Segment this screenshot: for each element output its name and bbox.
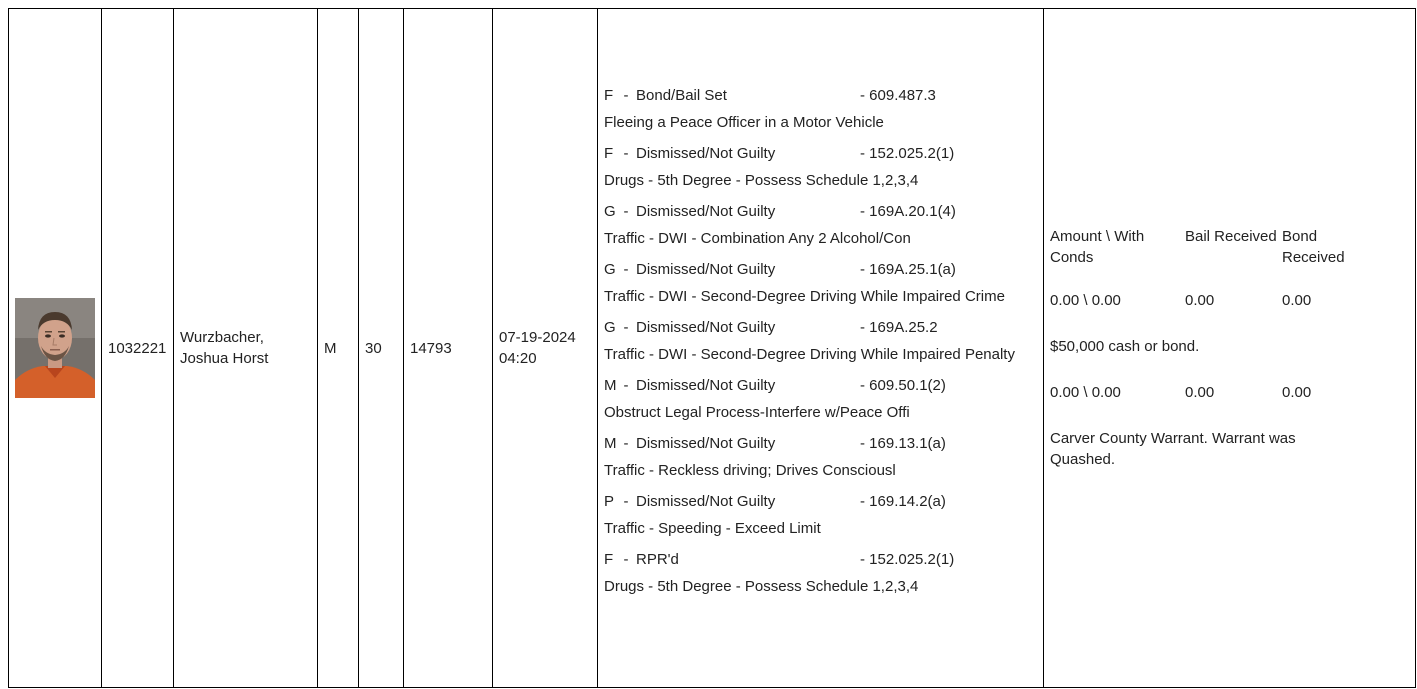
charge-statute-separator: -	[860, 203, 865, 220]
charge-statute-separator: -	[860, 261, 865, 278]
bail-entry-amount: 0.00 \ 0.00	[1050, 384, 1121, 401]
charge-separator: -	[623, 203, 629, 220]
charge-level: G	[604, 261, 616, 278]
charge-statute-group	[860, 377, 1020, 394]
charge-header	[604, 261, 1037, 286]
charge-statute-separator: -	[860, 435, 865, 452]
inmate-mugshot[interactable]	[15, 298, 95, 398]
charge-statute: 609.487.3	[869, 87, 936, 104]
charge-header	[604, 551, 1037, 576]
charge-statute: 169.13.1(a)	[869, 435, 946, 452]
charge-disposition: Dismissed/Not Guilty	[636, 493, 776, 510]
charge-level: M	[604, 377, 617, 394]
bail-header-bond-received: Bond Received	[1282, 228, 1345, 266]
charge-description: Traffic - DWI - Combination Any 2 Alcohol/Con	[604, 230, 911, 247]
charge-level: P	[604, 493, 615, 510]
charge-statute: 609.50.1(2)	[869, 377, 946, 394]
charge-separator: -	[623, 377, 629, 394]
charge-statute-group	[860, 203, 1020, 220]
charge-statute: 152.025.2(1)	[869, 145, 955, 162]
charge-separator: -	[623, 319, 629, 336]
booking-number: 14793	[410, 339, 452, 357]
charge-statute: 169A.20.1(4)	[869, 203, 956, 220]
charge-level: G	[604, 203, 616, 220]
charge-level: G	[604, 319, 616, 336]
charge-description: Traffic - DWI - Second-Degree Driving While Impaired Penalty	[604, 346, 1015, 363]
charge-statute-group	[860, 551, 1020, 568]
bail-header-bail-received: Bail Received	[1185, 228, 1277, 245]
inmate-sex: M	[324, 339, 337, 357]
charge-separator: -	[623, 435, 629, 452]
charge-statute: 169.14.2(a)	[869, 493, 946, 510]
charge-disposition: Dismissed/Not Guilty	[636, 319, 776, 336]
charge-statute-separator: -	[860, 551, 865, 568]
charge-disposition: Dismissed/Not Guilty	[636, 377, 776, 394]
charge-description: Drugs - 5th Degree - Possess Schedule 1,2,3,4	[604, 172, 919, 189]
inmate-age-cell	[359, 9, 404, 688]
charge-level: F	[604, 87, 614, 104]
charge-header	[604, 87, 1037, 112]
charge-separator: -	[623, 551, 629, 568]
charge-header	[604, 377, 1037, 402]
booking-date: 07-19-2024	[499, 329, 576, 346]
charge-statute-group	[860, 493, 1020, 510]
bail-entry-bond-received: 0.00	[1282, 292, 1312, 309]
charge-header	[604, 145, 1037, 170]
charge-statute: 169A.25.2	[869, 319, 938, 336]
charge-statute-separator: -	[860, 145, 865, 162]
charge-separator: -	[623, 87, 629, 104]
inmate-name-cell	[174, 9, 318, 688]
bail-entry-note: Carver County Warrant. Warrant was Quashed.	[1050, 430, 1296, 468]
charge-statute-group	[860, 261, 1020, 278]
charge-disposition: Dismissed/Not Guilty	[636, 261, 776, 278]
inmate-first-name: Joshua Horst	[180, 350, 269, 367]
charge-separator: -	[623, 261, 629, 278]
bail-entry-amount: 0.00 \ 0.00	[1050, 292, 1121, 309]
charge-statute-separator: -	[860, 87, 865, 104]
bail-entry-note: $50,000 cash or bond.	[1050, 338, 1200, 355]
inmate-roster-table	[8, 8, 1416, 688]
charge-description: Obstruct Legal Process-Interfere w/Peace Offi	[604, 404, 910, 421]
charges-list	[604, 87, 1037, 597]
charge-statute-group	[860, 319, 1020, 336]
charge-description: Traffic - Speeding - Exceed Limit	[604, 520, 821, 537]
charge-disposition: Dismissed/Not Guilty	[636, 435, 776, 452]
bail-cell	[1044, 9, 1416, 688]
charge-statute-separator: -	[860, 493, 865, 510]
charge-statute: 169A.25.1(a)	[869, 261, 956, 278]
charge-description: Fleeing a Peace Officer in a Motor Vehicle	[604, 114, 884, 131]
charge-disposition: RPR'd	[636, 551, 679, 568]
inmate-row	[9, 9, 1416, 688]
charge-separator: -	[623, 145, 629, 162]
bail-entry-bail-received: 0.00	[1185, 384, 1215, 401]
charge-disposition: Dismissed/Not Guilty	[636, 145, 776, 162]
charge-statute-group	[860, 145, 1020, 162]
charge-disposition: Bond/Bail Set	[636, 87, 727, 104]
charge-separator: -	[623, 493, 629, 510]
inmate-id: 1032221	[108, 339, 167, 357]
charge-header	[604, 319, 1037, 344]
charge-header	[604, 493, 1037, 518]
charge-disposition: Dismissed/Not Guilty	[636, 203, 776, 220]
bail-grid	[1050, 226, 1409, 470]
inmate-last-name: Wurzbacher,	[180, 329, 264, 346]
charge-description: Traffic - DWI - Second-Degree Driving While Impaired Crime	[604, 288, 1005, 305]
charge-header	[604, 203, 1037, 228]
inmate-sex-cell	[318, 9, 359, 688]
booking-date-cell	[493, 9, 598, 688]
charge-statute-separator: -	[860, 377, 865, 394]
charge-description: Drugs - 5th Degree - Possess Schedule 1,2,3,4	[604, 578, 919, 595]
charge-level: F	[604, 145, 614, 162]
charges-cell	[598, 9, 1044, 688]
inmate-age: 30	[365, 339, 382, 357]
charge-statute: 152.025.2(1)	[869, 551, 955, 568]
charge-statute-group	[860, 435, 1020, 452]
mugshot-image	[15, 298, 95, 398]
bail-header-amount: Amount \ With Conds	[1050, 228, 1145, 266]
charge-statute-group	[860, 87, 1020, 104]
charge-description: Traffic - Reckless driving; Drives Consciousl	[604, 462, 896, 479]
photo-cell	[9, 9, 102, 688]
inmate-id-cell	[102, 9, 174, 688]
bail-entry-bail-received: 0.00	[1185, 292, 1215, 309]
charge-statute-separator: -	[860, 319, 865, 336]
charge-level: M	[604, 435, 617, 452]
booking-number-cell	[404, 9, 493, 688]
charge-level: F	[604, 551, 614, 568]
bail-entry-bond-received: 0.00	[1282, 384, 1312, 401]
booking-time: 04:20	[499, 350, 537, 367]
charge-header	[604, 435, 1037, 460]
